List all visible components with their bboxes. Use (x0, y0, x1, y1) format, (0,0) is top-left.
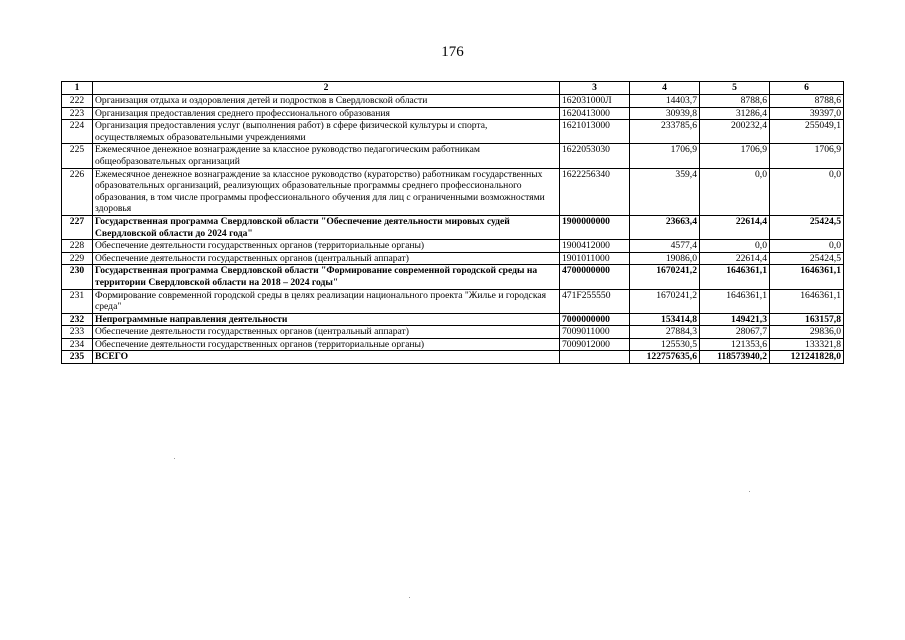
cell-budget-code: 471F255550 (560, 289, 630, 313)
table-row (62, 326, 844, 339)
cell-budget-code: 1901011000 (560, 252, 630, 265)
cell-amount-col6: 133321,8 (770, 338, 844, 351)
table-row (62, 168, 844, 215)
cell-amount-col5: 1646361,1 (700, 265, 770, 289)
cell-amount-col4: 1670241,2 (630, 265, 700, 289)
cell-budget-code: 7009012000 (560, 338, 630, 351)
table-row (62, 351, 844, 364)
page-number: 176 (441, 44, 464, 60)
cell-amount-col6: 1646361,1 (770, 289, 844, 313)
cell-amount-col5: 149421,3 (700, 313, 770, 326)
cell-amount-col5: 31286,4 (700, 107, 770, 120)
cell-item-name: Государственная программа Свердловской области "Обеспечение деятельности мировых судей Свердловской области до 2024 года" (93, 215, 560, 239)
cell-amount-col6: 25424,5 (770, 215, 844, 239)
table-row (62, 215, 844, 239)
cell-item-name: Непрограммные направления деятельности (93, 313, 560, 326)
cell-budget-code: 1621013000 (560, 120, 630, 144)
cell-amount-col6: 29836,0 (770, 326, 844, 339)
cell-row-number: 226 (62, 168, 93, 215)
cell-budget-code: 7009011000 (560, 326, 630, 339)
cell-row-number: 224 (62, 120, 93, 144)
table-row (62, 120, 844, 144)
cell-amount-col6: 8788,6 (770, 95, 844, 108)
cell-amount-col4: 27884,3 (630, 326, 700, 339)
cell-item-name: Ежемесячное денежное вознаграждение за классное руководство (кураторство) работникам государственных образовательных организаций, реализующих образовательные программы среднего профессионального образования, в том числе программы профессионального обучения для лиц с ограниченными возможностями здоровья (93, 168, 560, 215)
header-col-5: 5 (700, 82, 770, 95)
table-row (62, 107, 844, 120)
cell-amount-col4: 122757635,6 (630, 351, 700, 364)
table-row (62, 95, 844, 108)
cell-budget-code: 1620413000 (560, 107, 630, 120)
cell-row-number: 234 (62, 338, 93, 351)
table-row (62, 252, 844, 265)
cell-amount-col4: 19086,0 (630, 252, 700, 265)
cell-amount-col6: 1706,9 (770, 144, 844, 168)
header-col-4: 4 (630, 82, 700, 95)
cell-amount-col5: 0,0 (700, 168, 770, 215)
cell-row-number: 232 (62, 313, 93, 326)
cell-amount-col4: 359,4 (630, 168, 700, 215)
cell-item-name: Организация предоставления среднего профессионального образования (93, 107, 560, 120)
cell-item-name: ВСЕГО (93, 351, 560, 364)
scan-speck (174, 458, 175, 459)
cell-amount-col4: 233785,6 (630, 120, 700, 144)
cell-amount-col5: 22614,4 (700, 252, 770, 265)
cell-budget-code: 7000000000 (560, 313, 630, 326)
cell-item-name: Обеспечение деятельности государственных органов (центральный аппарат) (93, 252, 560, 265)
cell-amount-col5: 28067,7 (700, 326, 770, 339)
header-col-3: 3 (560, 82, 630, 95)
cell-item-name: Ежемесячное денежное вознаграждение за классное руководство педагогическим работникам общеобразовательных организаций (93, 144, 560, 168)
table-row (62, 338, 844, 351)
cell-amount-col4: 1670241,2 (630, 289, 700, 313)
cell-item-name: Формирование современной городской среды в целях реализации национального проекта "Жилье и городская среда" (93, 289, 560, 313)
cell-row-number: 231 (62, 289, 93, 313)
table-row (62, 240, 844, 253)
cell-amount-col5: 121353,6 (700, 338, 770, 351)
cell-amount-col6: 0,0 (770, 168, 844, 215)
cell-item-name: Организация предоставления услуг (выполнения работ) в сфере физической культуры и спорта, осуществляемых образовательными учреждениями (93, 120, 560, 144)
cell-row-number: 230 (62, 265, 93, 289)
cell-amount-col5: 1646361,1 (700, 289, 770, 313)
cell-amount-col4: 4577,4 (630, 240, 700, 253)
cell-amount-col5: 118573940,2 (700, 351, 770, 364)
cell-row-number: 229 (62, 252, 93, 265)
cell-amount-col4: 14403,7 (630, 95, 700, 108)
cell-amount-col5: 0,0 (700, 240, 770, 253)
cell-row-number: 222 (62, 95, 93, 108)
cell-item-name: Обеспечение деятельности государственных органов (территориальные органы) (93, 338, 560, 351)
cell-budget-code: 1900412000 (560, 240, 630, 253)
cell-amount-col6: 25424,5 (770, 252, 844, 265)
cell-amount-col6: 163157,8 (770, 313, 844, 326)
cell-amount-col6: 0,0 (770, 240, 844, 253)
cell-amount-col6: 255049,1 (770, 120, 844, 144)
cell-amount-col5: 8788,6 (700, 95, 770, 108)
table-row (62, 313, 844, 326)
cell-budget-code: 4700000000 (560, 265, 630, 289)
cell-amount-col4: 23663,4 (630, 215, 700, 239)
cell-budget-code: 1622256340 (560, 168, 630, 215)
cell-amount-col5: 1706,9 (700, 144, 770, 168)
header-col-6: 6 (770, 82, 844, 95)
header-col-1: 1 (62, 82, 93, 95)
cell-budget-code (560, 351, 630, 364)
cell-amount-col6: 1646361,1 (770, 265, 844, 289)
cell-budget-code: 1622053030 (560, 144, 630, 168)
scan-speck (409, 597, 410, 598)
cell-item-name: Обеспечение деятельности государственных органов (территориальные органы) (93, 240, 560, 253)
cell-amount-col4: 153414,8 (630, 313, 700, 326)
budget-table (61, 81, 844, 364)
cell-amount-col4: 30939,8 (630, 107, 700, 120)
scan-speck (749, 491, 750, 492)
cell-budget-code: 1900000000 (560, 215, 630, 239)
table-body (62, 95, 844, 364)
cell-item-name: Государственная программа Свердловской области "Формирование современной городской среды на территории Свердловской области на 2018 – 2024 годы" (93, 265, 560, 289)
cell-row-number: 227 (62, 215, 93, 239)
table-row (62, 289, 844, 313)
cell-row-number: 233 (62, 326, 93, 339)
cell-row-number: 223 (62, 107, 93, 120)
cell-row-number: 228 (62, 240, 93, 253)
table-header-row (62, 82, 844, 95)
cell-row-number: 225 (62, 144, 93, 168)
cell-amount-col6: 121241828,0 (770, 351, 844, 364)
cell-amount-col4: 125530,5 (630, 338, 700, 351)
cell-row-number: 235 (62, 351, 93, 364)
cell-amount-col4: 1706,9 (630, 144, 700, 168)
header-col-2: 2 (93, 82, 560, 95)
cell-amount-col6: 39397,0 (770, 107, 844, 120)
cell-amount-col5: 200232,4 (700, 120, 770, 144)
cell-amount-col5: 22614,4 (700, 215, 770, 239)
cell-item-name: Обеспечение деятельности государственных органов (центральный аппарат) (93, 326, 560, 339)
table-row (62, 265, 844, 289)
cell-budget-code: 162031000Л (560, 95, 630, 108)
table-row (62, 144, 844, 168)
cell-item-name: Организация отдыха и оздоровления детей и подростков в Свердловской области (93, 95, 560, 108)
